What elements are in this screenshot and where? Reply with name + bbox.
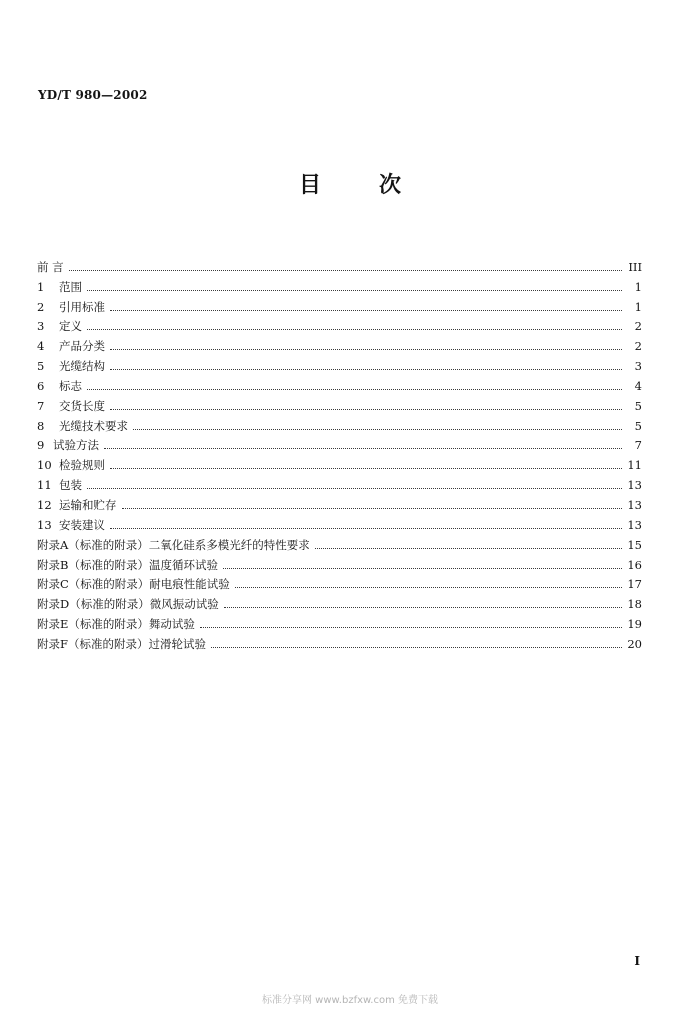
- toc-entry-title: 附录F（标准的附录）过滑轮试验: [37, 636, 206, 651]
- toc-entry-page: 15: [627, 537, 642, 552]
- toc-entry-label-group: [37, 300, 105, 314]
- toc-entry-page: 20: [627, 636, 642, 651]
- toc-entry-number: 9: [37, 438, 45, 453]
- toc-entry-number: 10: [37, 458, 52, 473]
- watermark: 标准分享网 www.bzfxw.com 免费下载: [262, 995, 438, 1006]
- toc-entry-title: 光缆技术要求: [59, 418, 128, 433]
- toc-dot-leader: [110, 528, 622, 529]
- toc-entry-page: 17: [627, 577, 642, 592]
- toc-dot-leader: [104, 448, 622, 449]
- toc-entry[interactable]: [37, 611, 642, 631]
- toc-entry-page: 13: [627, 497, 642, 512]
- toc-entry-title: 附录E（标准的附录）舞动试验: [37, 617, 195, 632]
- toc-entry[interactable]: [37, 254, 642, 274]
- toc-entry[interactable]: [37, 413, 642, 433]
- toc-entry[interactable]: [37, 512, 642, 532]
- standard-code: YD/T 980—2002: [38, 88, 148, 102]
- toc-entry-label-group: [37, 597, 219, 611]
- toc-entry[interactable]: [37, 492, 642, 512]
- toc-entry-title: 附录D（标准的附录）微风振动试验: [37, 597, 219, 612]
- toc-entry-title: 标志: [59, 378, 82, 393]
- toc-entry-page: 5: [634, 418, 642, 433]
- toc-entry-page: 11: [627, 458, 642, 473]
- toc-entry[interactable]: [37, 532, 642, 552]
- toc-entry-label-group: [37, 280, 82, 294]
- toc-entry-number: 1: [37, 279, 45, 294]
- toc-dot-leader: [110, 468, 622, 469]
- toc-entry-title: 产品分类: [59, 339, 105, 354]
- toc-entry[interactable]: [37, 353, 642, 373]
- toc-entry-label-group: [37, 379, 82, 393]
- toc-entry-label-group: [37, 319, 82, 333]
- toc-entry-label-group: [37, 458, 105, 472]
- toc-entry-number: 12: [37, 497, 52, 512]
- toc-entry[interactable]: [37, 373, 642, 393]
- toc-entry[interactable]: [37, 472, 642, 492]
- toc-entry-number: 11: [37, 478, 52, 493]
- toc-entry[interactable]: [37, 274, 642, 294]
- toc-entry-page: 13: [627, 517, 642, 532]
- toc-entry-page: 2: [634, 339, 642, 354]
- toc-dot-leader: [87, 329, 622, 330]
- toc-entry[interactable]: [37, 393, 642, 413]
- toc-dot-leader: [110, 349, 622, 350]
- toc-dot-leader: [110, 409, 622, 410]
- toc-entry-title: 安装建议: [59, 517, 105, 532]
- toc-entry-label-group: [37, 518, 105, 532]
- toc-entry-label-group: [37, 419, 128, 433]
- toc-entry[interactable]: [37, 552, 642, 572]
- toc-entry[interactable]: [37, 433, 642, 453]
- toc-entry-page: 1: [634, 299, 642, 314]
- toc-entry-page: 13: [627, 478, 642, 493]
- toc-entry-label-group: [37, 359, 105, 373]
- toc-entry-title: 包装: [59, 478, 82, 493]
- toc-entry-page: 5: [634, 398, 642, 413]
- toc-entry[interactable]: [37, 572, 642, 592]
- page-number: I: [634, 954, 640, 968]
- toc-entry-label-group: [37, 498, 117, 512]
- toc-entry[interactable]: [37, 333, 642, 353]
- toc-entry-label-group: [37, 558, 218, 572]
- toc-entry-label-group: [37, 617, 195, 631]
- toc-entry-label-group: [37, 399, 105, 413]
- toc-entry-title: 引用标准: [59, 299, 105, 314]
- toc-entry[interactable]: [37, 452, 642, 472]
- page-title: 目次: [298, 172, 459, 198]
- toc-dot-leader: [87, 290, 622, 291]
- toc-entry-label-group: [37, 339, 105, 353]
- toc-dot-leader: [223, 568, 622, 569]
- toc-entry-title: 附录A（标准的附录）二氧化硅系多模光纤的特性要求: [37, 537, 310, 552]
- toc-dot-leader: [69, 270, 622, 271]
- toc-entry[interactable]: [37, 631, 642, 651]
- toc-entry[interactable]: [37, 314, 642, 334]
- toc-entry-title: 范围: [59, 279, 82, 294]
- toc-dot-leader: [110, 310, 622, 311]
- toc-entry-title: 光缆结构: [59, 359, 105, 374]
- toc-entry-number: 4: [37, 339, 45, 354]
- toc-entry-title: 前 言: [37, 259, 64, 274]
- toc-entry-title: 交货长度: [59, 398, 105, 413]
- toc-entry-title: 附录B（标准的附录）温度循环试验: [37, 557, 218, 572]
- toc-entry-label-group: [37, 438, 99, 452]
- toc-entry-number: 7: [37, 398, 45, 413]
- toc-dot-leader: [110, 369, 622, 370]
- toc-entry-number: 5: [37, 359, 45, 374]
- toc-entry-page: 16: [627, 557, 642, 572]
- toc-dot-leader: [200, 627, 622, 628]
- toc-dot-leader: [211, 647, 622, 648]
- toc-entry-title: 运输和贮存: [59, 497, 117, 512]
- toc-entry-number: 6: [37, 378, 45, 393]
- toc-entry-label-group: [37, 260, 64, 274]
- toc-entry-page: 1: [634, 279, 642, 294]
- toc-entry-label-group: [37, 538, 310, 552]
- toc-entry-number: 3: [37, 319, 45, 334]
- toc-entry-label-group: [37, 478, 82, 492]
- toc-entry[interactable]: [37, 591, 642, 611]
- toc-entry-label-group: [37, 577, 230, 591]
- toc-dot-leader: [315, 548, 622, 549]
- toc-entry-number: 8: [37, 418, 45, 433]
- toc-entry-number: 13: [37, 517, 52, 532]
- toc-entry-page: 7: [634, 438, 642, 453]
- toc-entry-number: 2: [37, 299, 45, 314]
- toc-entry-page: III: [628, 259, 642, 274]
- toc-entry-page: 3: [634, 359, 642, 374]
- toc-dot-leader: [235, 587, 622, 588]
- toc-dot-leader: [87, 389, 622, 390]
- toc-dot-leader: [133, 429, 622, 430]
- toc-entry-page: 19: [627, 617, 642, 632]
- toc-dot-leader: [122, 508, 623, 509]
- toc-dot-leader: [224, 607, 622, 608]
- toc-dot-leader: [87, 488, 622, 489]
- toc-entry-page: 2: [634, 319, 642, 334]
- toc-entry-page: 4: [634, 378, 642, 393]
- toc-entry-page: 18: [627, 597, 642, 612]
- toc-entry-title: 附录C（标准的附录）耐电痕性能试验: [37, 577, 230, 592]
- toc-entry[interactable]: [37, 294, 642, 314]
- toc-entry-title: 定义: [59, 319, 82, 334]
- table-of-contents: [37, 254, 642, 651]
- toc-entry-title: 试验方法: [53, 438, 99, 453]
- toc-entry-title: 检验规则: [59, 458, 105, 473]
- toc-entry-label-group: [37, 637, 206, 651]
